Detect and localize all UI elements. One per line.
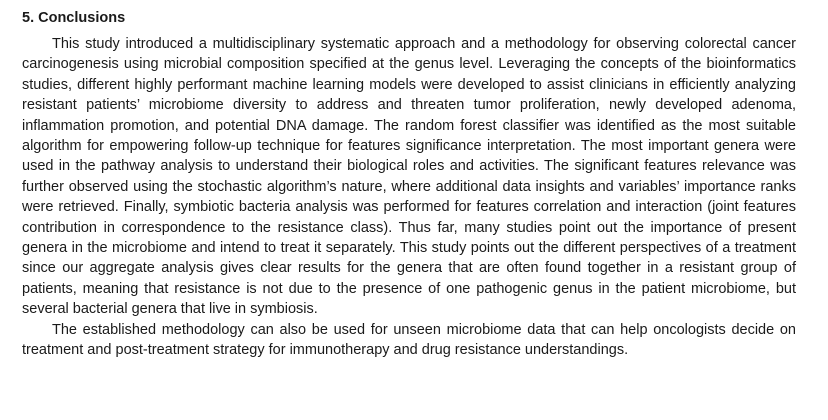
conclusions-section <box>22 8 796 361</box>
section-heading: 5. Conclusions <box>22 10 126 26</box>
paragraph-1: This study introduced a multidisciplinary systematic approach and a methodology for observing colorectal cancer carcinogenesis using microbial composition specified at the genus level. Leveraging the concepts of the bioinformatics studies, different highly performant machine learning models were developed to assist clinicians in efficiently analyzing resistant patients’ microbiome diversity to address and threaten tumor proliferation, newly developed adenoma, inflammation promotion, and potential DNA damage. The random forest classifier was identified as the most suitable algorithm for empowering follow-up technique for features significance interpretation. The most important genera were used in the pathway analysis to understand their biological roles and activities. The significant features relevance was further observed using the stochastic algorithm’s nature, where additional data insights and variables’ importance ranks were retrieved. Finally, symbiotic bacteria analysis was performed for features correlation and interaction (joint features contribution in correspondence to the resistance class). Thus far, many studies point out the importance of present genera in the microbiome and intend to treat it separately. This study points out the different perspectives of a treatment since our aggregate analysis gives clear results for the genera that are often found together in a resistant group of patients, meaning that resistance is not due to the presence of one pathogenic genus in the patient microbiome, but several bacterial genera that live in symbiosis. <box>22 36 796 318</box>
paragraph-2: The established methodology can also be used for unseen microbiome data that can help oncologists decide on treatment and post-treatment strategy for immunotherapy and drug resistance understandings. <box>22 321 796 359</box>
